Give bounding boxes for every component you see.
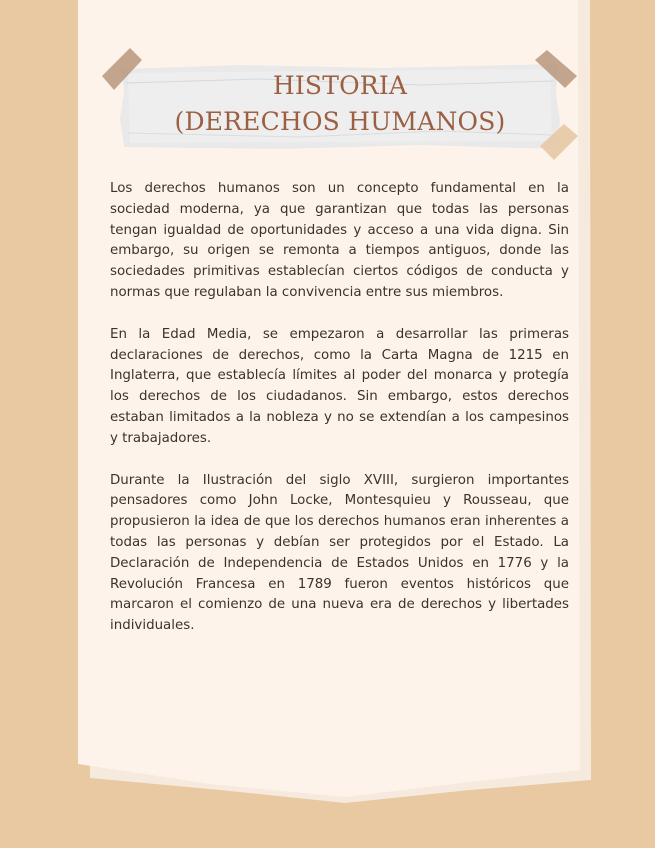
paragraph-1: Los derechos humanos son un concepto fundamental en la sociedad moderna, ya que garantizan que todas las personas tengan igualdad de oportunidades y acceso a una vida digna. Sin embargo, su origen se remonta a tiempos antiguos, donde las sociedades primitivas establecían ciertos códigos de conducta y normas que regulaban la convivencia entre sus miembros. [110,181,569,300]
paragraph-3: Durante la Ilustración del siglo XVIII, surgieron importantes pensadores como John Locke, Montesquieu y Rousseau, que propusieron la idea de que los derechos humanos eran inherentes a todas las personas y debían ser protegidos por el Estado. La Declaración de Independencia de Estados Unidos en 1776 y la Revolución Francesa en 1789 fueron eventos históricos que marcaron el comienzo de una nueva era de derechos y libertades individuales. [110,472,569,634]
title-line-2: (DERECHOS HUMANOS) [174,107,506,136]
paragraph-2: En la Edad Media, se empezaron a desarrollar las primeras declaraciones de derechos, como la Carta Magna de 1215 en Inglaterra, que establecía límites al poder del monarca y protegía los derechos de los ciudadanos. Sin embargo, estos derechos estaban limitados a la nobleza y no se extendían a los campesinos y trabajadores. [110,326,569,446]
title-line-1: HISTORIA [272,71,408,100]
document-body [110,179,569,658]
page-title [120,68,560,140]
